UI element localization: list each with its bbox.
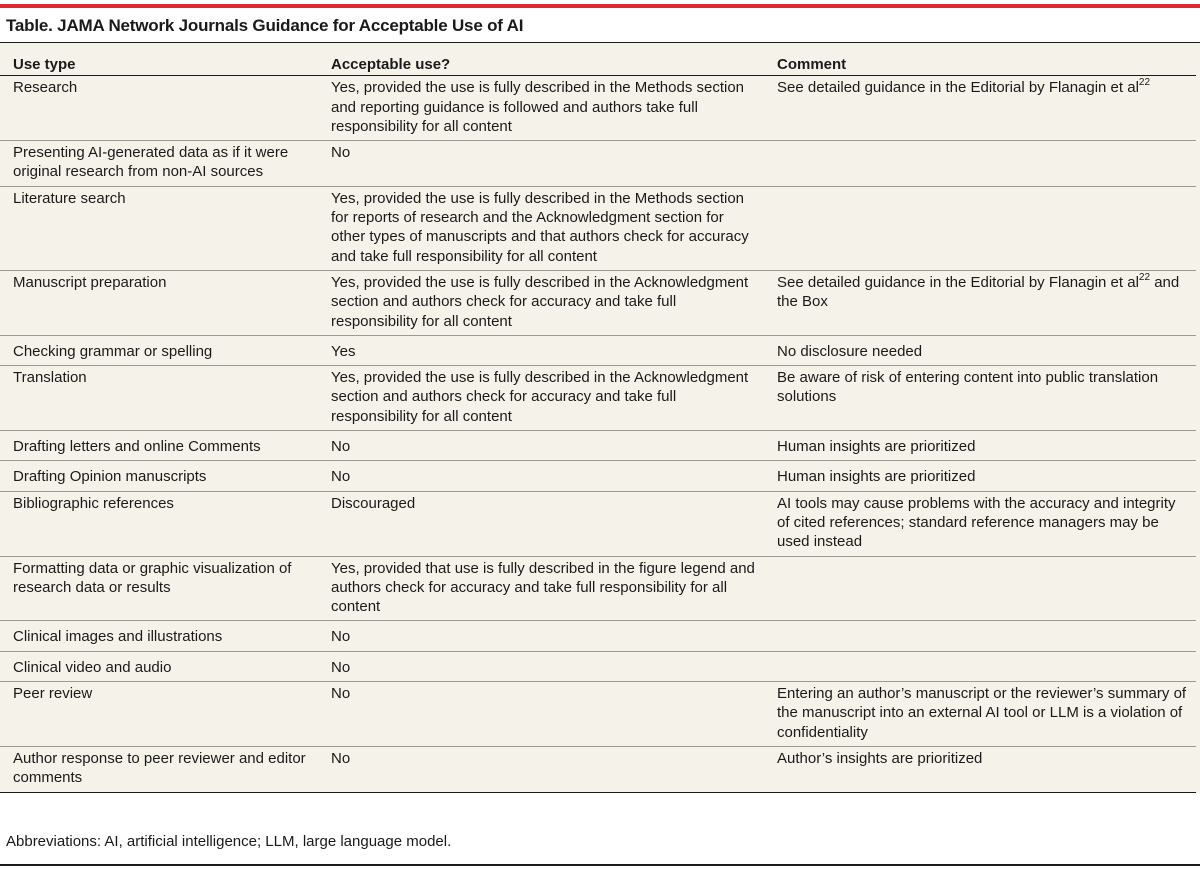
- cell-comment: [764, 366, 1196, 431]
- table-row: [0, 682, 1196, 747]
- comment-text: AI tools may cause problems with the accuracy and integrity of cited references; standard reference managers may be used instead: [777, 494, 1176, 551]
- table-row: [0, 141, 1196, 187]
- cell-use-type: Presenting AI-generated data as if it were original research from non-AI sources: [0, 141, 318, 187]
- cell-comment: [764, 556, 1196, 621]
- abbreviations-footnote: Abbreviations: AI, artificial intelligence; LLM, large language model.: [6, 833, 452, 850]
- bottom-rule: [0, 864, 1200, 866]
- cell-use-type: Formatting data or graphic visualization of research data or results: [0, 556, 318, 621]
- cell-use-type: Translation: [0, 366, 318, 431]
- cell-comment: [764, 746, 1196, 792]
- cell-use-type: Bibliographic references: [0, 491, 318, 556]
- cell-comment: [764, 461, 1196, 491]
- cell-acceptable-use: No: [318, 621, 764, 651]
- cell-comment: [764, 651, 1196, 681]
- cell-comment: [764, 270, 1196, 335]
- table-title: Table. JAMA Network Journals Guidance for Acceptable Use of AI: [6, 16, 524, 35]
- comment-text: Be aware of risk of entering content into public translation solutions: [777, 369, 1159, 406]
- cell-acceptable-use: Yes: [318, 335, 764, 365]
- cell-comment: [764, 186, 1196, 270]
- table-row: [0, 621, 1196, 651]
- cell-acceptable-use: Yes, provided the use is fully described in the Acknowledgment section and authors check for accuracy and take full responsibility for all content: [318, 366, 764, 431]
- cell-use-type: Drafting Opinion manuscripts: [0, 461, 318, 491]
- cell-use-type: Author response to peer reviewer and editor comments: [0, 746, 318, 792]
- cell-acceptable-use: Yes, provided the use is fully described in the Acknowledgment section and authors check for accuracy and take full responsibility for all content: [318, 270, 764, 335]
- cell-comment: [764, 76, 1196, 141]
- table-row: [0, 491, 1196, 556]
- cell-acceptable-use: Yes, provided that use is fully described in the figure legend and authors check for accuracy and take full responsibility for all content: [318, 556, 764, 621]
- cell-comment: [764, 141, 1196, 187]
- table-row: [0, 556, 1196, 621]
- comment-text: Human insights are prioritized: [777, 468, 976, 486]
- table-row: [0, 651, 1196, 681]
- table-row: [0, 186, 1196, 270]
- comment-text: See detailed guidance in the Editorial by Flanagin et al: [777, 273, 1139, 291]
- comment-text-continued: and the Box: [777, 273, 1180, 311]
- column-header-use-type: Use type: [0, 43, 318, 76]
- guidance-table-container: [0, 42, 1200, 793]
- table-body: [0, 76, 1196, 792]
- cell-acceptable-use: No: [318, 682, 764, 747]
- cell-use-type: Clinical images and illustrations: [0, 621, 318, 651]
- table-row: [0, 76, 1196, 141]
- cell-acceptable-use: No: [318, 746, 764, 792]
- table-row: [0, 461, 1196, 491]
- cell-use-type: Research: [0, 76, 318, 141]
- cell-comment: [764, 682, 1196, 747]
- comment-text: See detailed guidance in the Editorial by Flanagin et al: [777, 79, 1139, 97]
- comment-text: No disclosure needed: [777, 342, 923, 360]
- cell-comment: [764, 335, 1196, 365]
- table-row: [0, 335, 1196, 365]
- cell-use-type: Checking grammar or spelling: [0, 335, 318, 365]
- table-row: [0, 431, 1196, 461]
- cell-acceptable-use: Yes, provided the use is fully described in the Methods section for reports of research and the Acknowledgment section for other types of manuscripts and that authors check for accuracy and take full responsibility for all content: [318, 186, 764, 270]
- cell-acceptable-use: No: [318, 651, 764, 681]
- cell-use-type: Peer review: [0, 682, 318, 747]
- reference-superscript: 22: [1138, 77, 1151, 89]
- cell-use-type: Clinical video and audio: [0, 651, 318, 681]
- table-header-row: [0, 43, 1196, 76]
- reference-superscript: 22: [1138, 271, 1151, 283]
- cell-use-type: Drafting letters and online Comments: [0, 431, 318, 461]
- table-row: [0, 270, 1196, 335]
- comment-text: Entering an author’s manuscript or the reviewer’s summary of the manuscript into an external AI tool or LLM is a violation of confidentiality: [777, 685, 1187, 741]
- cell-comment: [764, 491, 1196, 556]
- cell-comment: [764, 621, 1196, 651]
- table-row: [0, 366, 1196, 431]
- comment-text: Human insights are prioritized: [777, 438, 976, 456]
- comment-text: Author’s insights are prioritized: [777, 749, 983, 767]
- cell-use-type: Manuscript preparation: [0, 270, 318, 335]
- cell-acceptable-use: Yes, provided the use is fully described in the Methods section and reporting guidance is followed and authors take full responsibility for all content: [318, 76, 764, 141]
- top-accent-rule: [0, 4, 1200, 8]
- guidance-table: [0, 43, 1196, 793]
- cell-acceptable-use: No: [318, 431, 764, 461]
- column-header-comment: Comment: [764, 43, 1196, 76]
- table-row: [0, 746, 1196, 792]
- column-header-acceptable-use: Acceptable use?: [318, 43, 764, 76]
- cell-acceptable-use: No: [318, 461, 764, 491]
- cell-comment: [764, 431, 1196, 461]
- cell-acceptable-use: Discouraged: [318, 491, 764, 556]
- cell-use-type: Literature search: [0, 186, 318, 270]
- cell-acceptable-use: No: [318, 141, 764, 187]
